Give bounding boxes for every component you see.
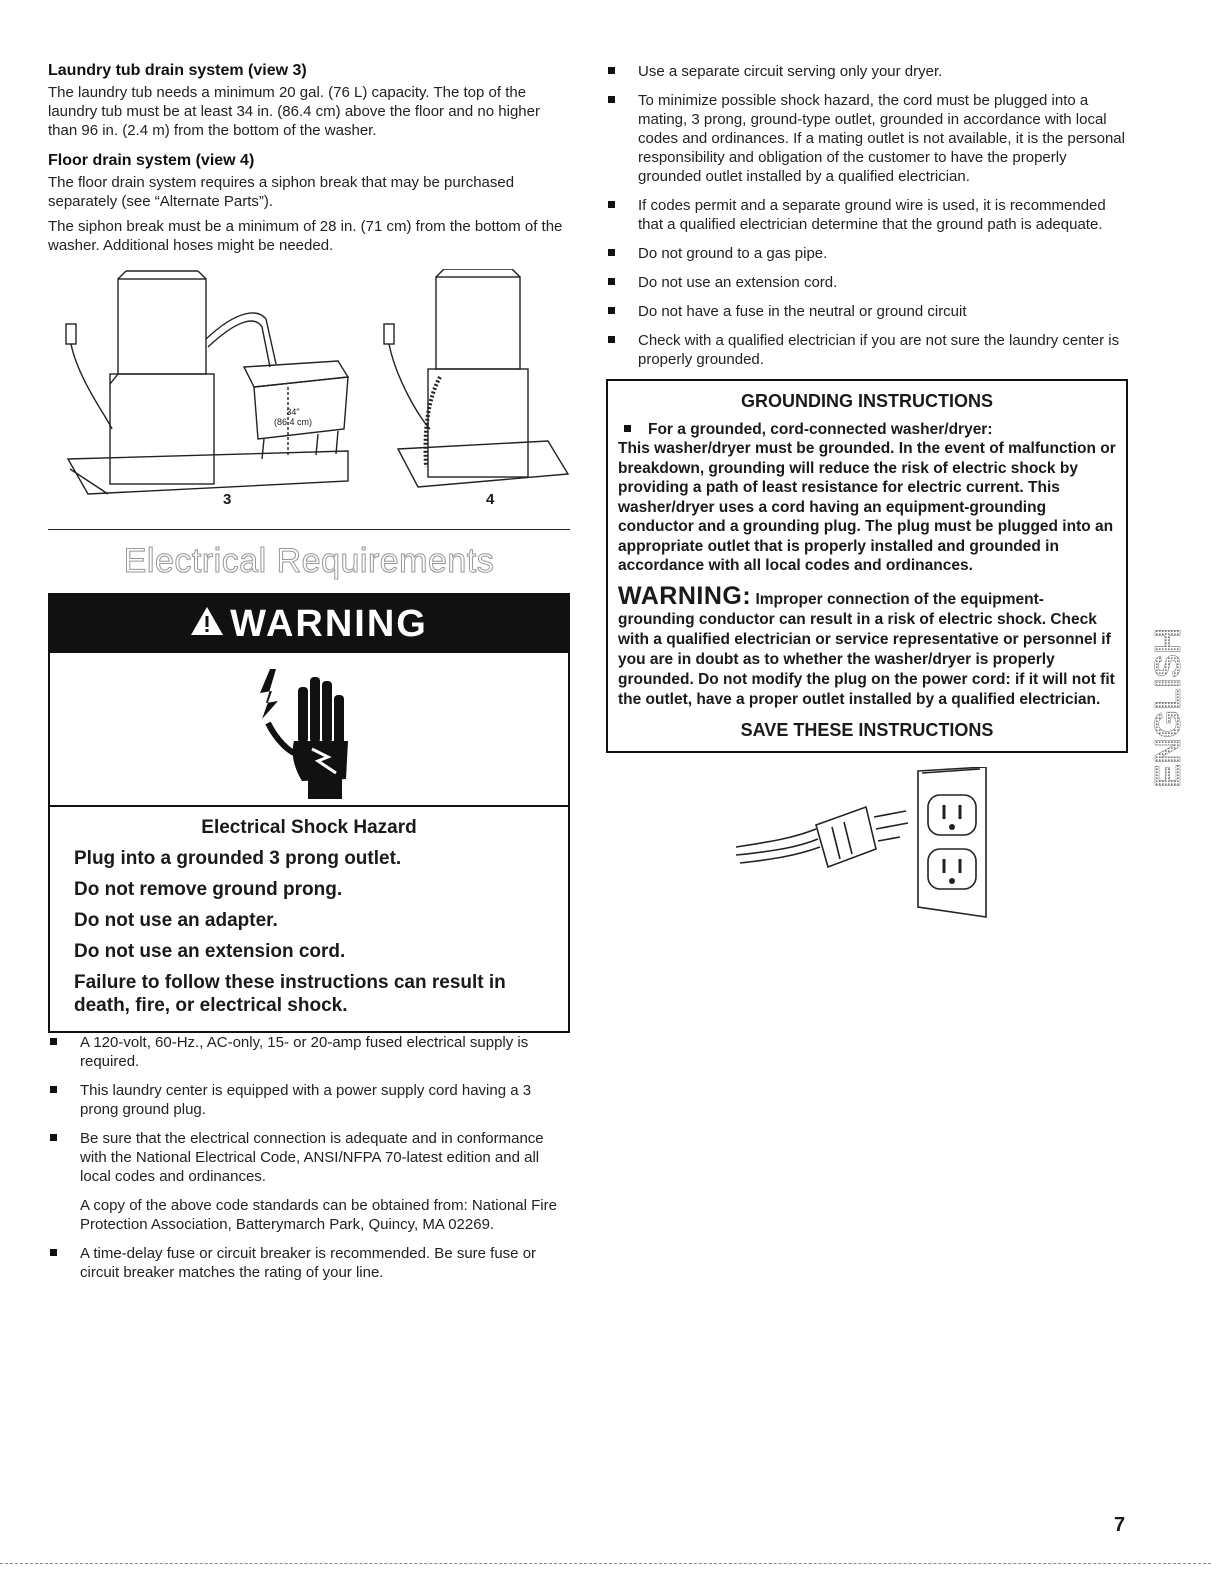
grounding-warning (618, 581, 1116, 710)
bullet-text: Do not have a fuse in the neutral or ground circuit (638, 303, 967, 320)
bullet-icon (50, 1038, 57, 1045)
bullet-icon (608, 307, 615, 314)
section-divider (48, 529, 570, 530)
bullet-text: Be sure that the electrical connection is adequate and in conformance with the National Electrical Code, ANSI/NFPA 70-latest edition and all local codes and ordinances. (80, 1130, 544, 1185)
dryer-4 (436, 277, 520, 369)
bullet-text: To minimize possible shock hazard, the cord must be plugged into a mating, 3 prong, ground-type outlet, grounded in accordance with local codes and ordinances. If a mating outlet is not available, it is the personal responsibility and obligation of the customer to have the properly grounded outlet installed by a qualified electrician. (638, 92, 1125, 185)
dryer-3 (118, 279, 206, 374)
right-column (606, 62, 1128, 927)
tub-height-in: 34" (286, 407, 300, 417)
bullet-text: Do not use an extension cord. (638, 274, 838, 291)
bullet-icon (608, 278, 615, 285)
bullet-text: A time-delay fuse or circuit breaker is recommended. Be sure fuse or circuit breaker matches the rating of your line. (80, 1245, 537, 1281)
bullet-icon (608, 96, 615, 103)
warning-triangle-icon (190, 603, 224, 646)
warning-text (50, 807, 568, 1031)
bullet-text: A 120-volt, 60-Hz., AC-only, 15- or 20-amp fused electrical supply is required. (80, 1034, 529, 1070)
list-item (606, 244, 1128, 263)
figure-3-label: 3 (223, 491, 232, 508)
grounding-subhead-text: For a grounded, cord-connected washer/dryer: (648, 421, 993, 438)
laundry-tub-text: The laundry tub needs a minimum 20 gal. (76 L) capacity. The top of the laundry tub must be at least 34 in. (86.4 cm) above the floor and no higher than 96 in. (2.4 m) from the bottom of the washer. (48, 84, 540, 139)
bullet-icon (50, 1086, 57, 1093)
grounding-body: This washer/dryer must be grounded. In the event of malfunction or breakdown, grounding will reduce the risk of electric shock by providing a path of least resistance for electric current. This washer/dryer uses a cord having an equipment-grounding conductor and a grounding plug. The plug must be plugged into an appropriate outlet that is properly installed and grounded in accordance with all local codes and ordinances. (618, 440, 1116, 574)
tub-height-cm: (86.4 cm) (274, 417, 313, 427)
bullet-text: Check with a qualified electrician if you are not sure the laundry center is properly grounded. (638, 332, 1120, 368)
floor-4 (398, 441, 568, 487)
list-item (606, 91, 1128, 186)
electrical-bullets-left-last (48, 1244, 570, 1282)
warning-line-3: Do not use an adapter. (74, 910, 278, 931)
grounding-instructions-box (606, 379, 1128, 753)
electrical-bullets-left (48, 1033, 570, 1186)
washer-3 (110, 374, 214, 484)
left-column (48, 62, 570, 1292)
bullet-icon (608, 201, 615, 208)
floor-drain-text-1: The floor drain system requires a siphon break that may be purchased separately (see “Alternate Parts”). (48, 174, 515, 210)
list-item (606, 331, 1128, 369)
page-number: 7 (1114, 1514, 1126, 1536)
page-bottom-rule (0, 1563, 1211, 1564)
bullet-text: If codes permit and a separate ground wire is used, it is recommended that a qualified electrician determine that the ground path is adequate. (638, 197, 1106, 233)
list-item (606, 62, 1128, 81)
bullet-icon (624, 425, 631, 432)
save-instructions: SAVE THESE INSTRUCTIONS (740, 719, 994, 740)
grounding-warning-word: WARNING: (618, 581, 752, 610)
electrical-requirements-title: Electrical Requirements (123, 542, 495, 580)
figure-4-label: 4 (486, 491, 495, 508)
grounding-title: GROUNDING INSTRUCTIONS (741, 391, 993, 411)
bullet-icon (608, 67, 615, 74)
warning-banner-text: WARNING (230, 602, 428, 645)
bullet-icon (608, 249, 615, 256)
wall-outlet-3 (66, 324, 76, 344)
plug-outlet-illustration (606, 767, 1128, 927)
warning-box (48, 593, 570, 1033)
warning-line-2: Do not remove ground prong. (74, 879, 343, 900)
washer-4 (428, 369, 528, 477)
floor-drain-heading: Floor drain system (view 4) (48, 152, 255, 169)
warning-line-1: Plug into a grounded 3 prong outlet. (74, 848, 402, 869)
plug-and-outlet-icon (736, 767, 1006, 927)
drain-illustration (48, 269, 570, 519)
electric-shock-hand-icon (250, 661, 370, 801)
bullet-text: Use a separate circuit serving only your dryer. (638, 63, 943, 80)
side-tab-text: ENGLISH (1150, 627, 1188, 788)
warning-line-4: Do not use an extension cord. (74, 941, 346, 962)
grounding-subhead (618, 420, 1116, 439)
shock-hazard-icon-area (50, 653, 568, 807)
bullet-text: Do not ground to a gas pipe. (638, 245, 828, 262)
bullet-icon (50, 1249, 57, 1256)
bullet-icon (608, 336, 615, 343)
floor-drain-text-2: The siphon break must be a minimum of 28 in. (71 cm) from the bottom of the washer. Additional hoses might be needed. (48, 218, 563, 254)
wall-outlet-4 (384, 324, 394, 344)
list-item (48, 1033, 570, 1071)
list-item (606, 196, 1128, 234)
electrical-bullets-right (606, 62, 1128, 369)
drain-figures (48, 269, 570, 519)
list-item (48, 1129, 570, 1186)
plug-body (816, 807, 876, 867)
bullet-text: This laundry center is equipped with a power supply cord having a 3 prong ground plug. (80, 1082, 532, 1118)
list-item (48, 1081, 570, 1119)
list-item (48, 1244, 570, 1282)
warning-consequence: Failure to follow these instructions can result in death, fire, or electrical shock. (74, 972, 506, 1016)
bullet-icon (50, 1134, 57, 1141)
tub-height-dimension (274, 407, 312, 427)
hazard-title: Electrical Shock Hazard (201, 817, 417, 838)
list-item (606, 302, 1128, 321)
warning-banner (50, 595, 568, 653)
language-side-tab (1150, 566, 1188, 790)
laundry-tub-heading: Laundry tub drain system (view 3) (48, 62, 307, 79)
english-tab-graphic (1150, 566, 1188, 790)
grounding-warning-text: Improper connection of the equipment-grounding conductor can result in a risk of electric shock. Check with a qualified electrician or service representative or personnel if you are in doubt as to whether the washer/dryer is properly grounded. Do not modify the plug on the power cord: if it will not fit the outlet, have a proper outlet installed by a qualified electrician. (618, 590, 1115, 708)
list-item (606, 273, 1128, 292)
outlet-plate (918, 767, 986, 917)
code-standards-note: A copy of the above code standards can be obtained from: National Fire Protection Association, Batterymarch Park, Quincy, MA 02269. (80, 1197, 557, 1233)
